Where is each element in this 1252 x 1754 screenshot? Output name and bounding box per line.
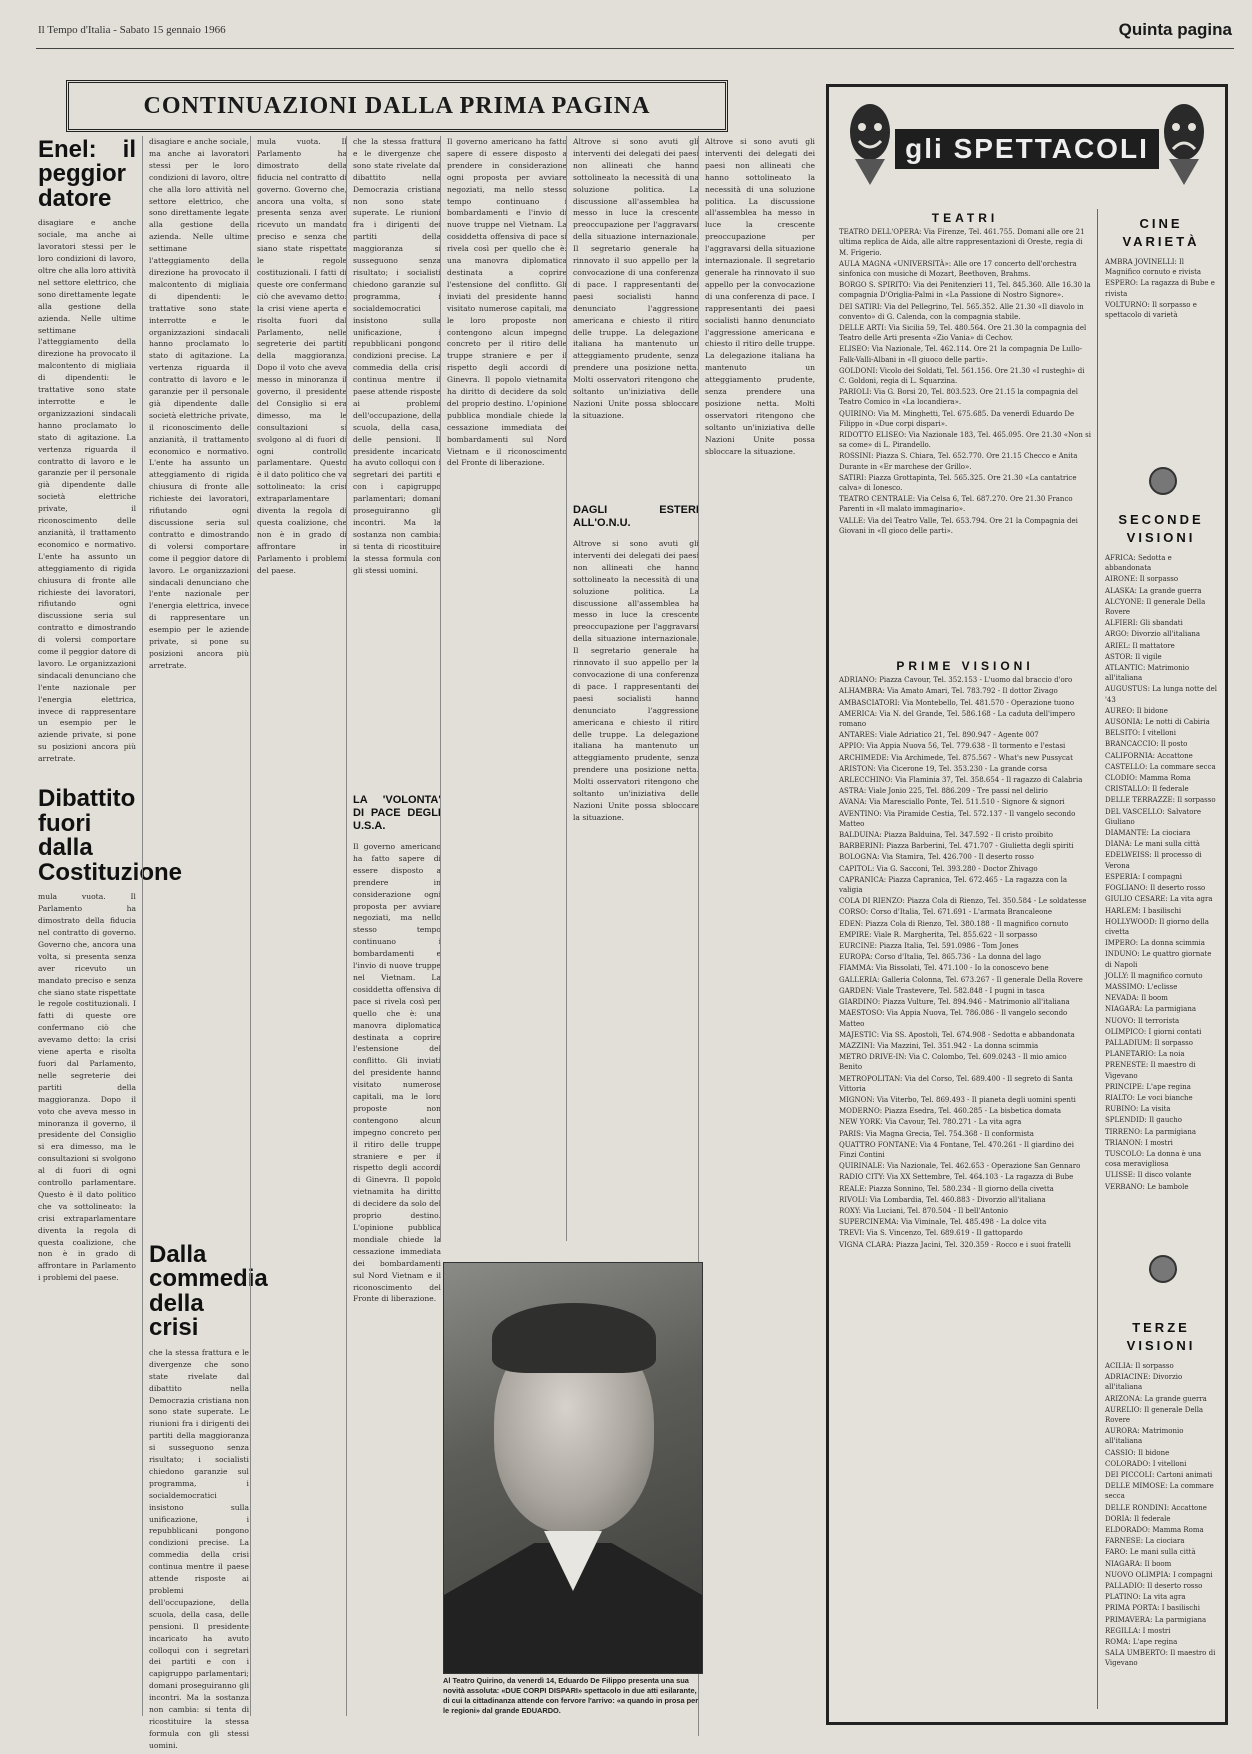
list-item: ALHAMBRA: Via Amato Amari, Tel. 783.792 - Il dottor Zivago xyxy=(839,687,1058,696)
list-item: MODERNO: Piazza Esedra, Tel. 460.285 - La bisbetica domata xyxy=(839,1107,1062,1116)
list-item: ATLANTIC: Matrimonio all'italiana xyxy=(1105,664,1190,683)
list-item: ARGO: Divorzio all'italiana xyxy=(1105,630,1201,639)
list-item: ACILIA: Il sorpasso xyxy=(1105,1362,1174,1370)
list-item: EMPIRE: Viale R. Margherita, Tel. 855.622 - Il sorpasso xyxy=(839,930,1038,939)
list-item: EDEN: Piazza Cola di Rienzo, Tel. 380.188 - Il magnifico cornuto xyxy=(839,919,1069,928)
list-item: ARLECCHINO: Via Flaminia 37, Tel. 358.654 - Il ragazzo di Calabria xyxy=(839,776,1083,785)
cine-varieta-heading: CINE VARIETÀ xyxy=(1122,216,1200,249)
seconde-visioni-heading: SECONDE VISIONI xyxy=(1118,512,1204,545)
headline-enel: Enel: il peggior datore xyxy=(38,136,136,212)
article-volonta-continued: Il governo americano ha fatto sapere di essere disposto a prendere in considerazione ogni proposta per avviare negoziati, ma nello stesso tempo continuano i bombardamenti e l'invio di nuove truppe nel Vietnam. La cosiddetta offensiva di pace si rivela così per quello che è: una manovra diplomatica destinata a coprire l'estensione del conflitto. Gli inviati del presidente hanno visitato numerose capitali, ma le loro proposte non contengono alcun impegno concreto per il ritiro delle truppe straniere e per il rispetto degli accordi di Ginevra. Il popolo vietnamita ha diritto di decidere da solo del proprio destino. L'opinione pubblica mondiale chiede la cessazione immediata dei bombardamenti sul Nord Vietnam e il riconoscimento del Fronte di liberazione. xyxy=(447,137,567,468)
tragedy-mask-icon xyxy=(1159,97,1209,187)
list-item: MIGNON: Via Viterbo, Tel. 869.493 - Il pianeta degli uomini spenti xyxy=(839,1095,1076,1104)
list-item: EUROPA: Corso d'Italia, Tel. 865.736 - La donna del lago xyxy=(839,953,1042,962)
list-item: NEVADA: Il boom xyxy=(1105,994,1168,1003)
header-rule xyxy=(36,48,1234,49)
list-item: AVANA: Via Maresciallo Ponte, Tel. 511.510 - Signore & signori xyxy=(839,798,1065,807)
list-item: CASSIO: Il bidone xyxy=(1105,1448,1170,1457)
list-item: RUBINO: La visita xyxy=(1105,1105,1171,1114)
list-item: AVENTINO: Via Piramide Cestia, Tel. 572.137 - Il vangelo secondo Matteo xyxy=(839,809,1076,828)
list-item: RIVOLI: Via Lombardia, Tel. 460.883 - Divorzio all'italiana xyxy=(839,1195,1046,1204)
list-item: DELLE TERRAZZE: Il sorpasso xyxy=(1105,796,1216,805)
list-item: IMPERO: La donna scimmia xyxy=(1105,939,1205,948)
headline-commedia: Dalla commedia della crisi xyxy=(149,1241,268,1342)
list-item: AMBRA JOVINELLI: Il Magnifico cornuto e rivista xyxy=(1105,258,1202,277)
list-item: AFRICA: Sedotta e abbandonata xyxy=(1105,554,1172,573)
article-commedia-continued: che la stessa frattura e le divergenze che sono state rivelate dal dibattito nella Democrazia cristiana non sono state superate. Le riunioni fra i dirigenti dei partiti della maggioranza si susseguono senza risultato; i socialisti chiedono garanzie sul programma, i socialdemocratici insistono sulla unificazione, i repubblicani pongono condizioni precise. La commedia della crisi continua mentre il paese attende risposte ai problemi dell'occupazione, della scuola, della casa, delle pensioni. Il presidente incaricato ha avuto colloqui con i segretari dei partiti e con i capigruppo parlamentari; domani proseguiranno gli incontri. Ma la sostanza non cambia: si tenta di ricostituire la stessa formula con gli stessi uomini. xyxy=(353,137,441,575)
list-item: REALE: Piazza Sonnino, Tel. 580.234 - Il giorno della civetta xyxy=(839,1184,1054,1193)
list-item: PRIMAVERA: La parmigiana xyxy=(1105,1615,1207,1624)
list-item: BORGO S. SPIRITO: Via dei Penitenzieri 11, Tel. 845.360. Alle 16.30 la compagnia D'Origlia-Palmi in «La Passione di Nostro Signore». xyxy=(839,281,1091,300)
prime-visioni-section xyxy=(839,661,1091,1711)
list-item: APPIO: Via Appia Nuova 56, Tel. 779.638 - Il tormento e l'estasi xyxy=(839,742,1066,751)
list-item: ROXY: Via Luciani, Tel. 870.504 - Il bell'Antonio xyxy=(839,1206,1008,1215)
list-item: PARIOLI: Via G. Borsi 20, Tel. 803.523. Ore 21.15 la compagnia del Teatro Comico in «La locandiera». xyxy=(839,388,1078,407)
list-item: COLORADO: I vitelloni xyxy=(1105,1459,1187,1468)
list-item: DELLE MIMOSE: La commare secca xyxy=(1105,1482,1214,1501)
list-item: GALLERIA: Galleria Colonna, Tel. 673.267 - Il generale Della Rovere xyxy=(839,975,1083,984)
list-item: VIGNA CLARA: Piazza Jacini, Tel. 320.359 - Rocco e i suoi fratelli xyxy=(839,1240,1071,1249)
list-item: DELLE RONDINI: Accattone xyxy=(1105,1503,1207,1512)
list-item: NUOVO: Il terrorista xyxy=(1105,1016,1180,1025)
list-item: ULISSE: Il disco volante xyxy=(1105,1171,1192,1180)
list-item: QUIRINO: Via M. Minghetti, Tel. 675.685. Da venerdì Eduardo De Filippo in «Due corpi dispari». xyxy=(839,409,1075,428)
list-item: ROMA: L'ape regina xyxy=(1105,1638,1178,1647)
list-item: AULA MAGNA «UNIVERSITÀ»: Alle ore 17 concerto dell'orchestra sinfonica con musiche di Mozart, Beethoven, Brahms. xyxy=(839,259,1077,279)
list-item: INDUNO: Le quattro giornate di Napoli xyxy=(1105,950,1212,969)
list-item: ESPERO: La ragazza di Bube e rivista xyxy=(1105,279,1215,298)
list-item: AUGUSTUS: La lunga notte del '43 xyxy=(1105,685,1217,704)
seconde-visioni-section xyxy=(1105,511,1217,1291)
article-dibattito-body: mula vuota. Il Parlamento ha dimostrato della fiducia nel contratto di governo. Governo che, ancora una volta, si presenta senza aver ricevuto un mandato preciso e senza che siano state rispettate le regole costituzionali. I fatti di queste ore confermano ciò che avevamo detto: la crisi viene aperta e risolta fuori dal Parlamento, nelle segreterie dei partiti della maggioranza. Dopo il voto che aveva messo in minoranza il governo, il presidente del Consiglio si era dimesso, ma le consultazioni si svolgono al di fuori di ogni controllo parlamentare. Questo è il dato politico che va sottolineato: la crisi extraparlamentare diventa la regola di questa coalizione, che non è in grado di affrontare in Parlamento i problemi del paese. xyxy=(38,892,136,1283)
list-item: TEATRO CENTRALE: Via Celsa 6, Tel. 687.270. Ore 21.30 Franco Parenti in «Il malato immaginario». xyxy=(839,495,1073,514)
list-item: AMERICA: Via N. del Grande, Tel. 586.168 - La caduta dell'impero romano xyxy=(839,709,1075,729)
list-item: RIDOTTO ELISEO: Via Nazionale 183, Tel. 465.095. Ore 21.30 «Non si sa come» di L. Pirandello. xyxy=(839,431,1091,450)
list-item: PRENESTE: Il maestro di Vigevano xyxy=(1105,1061,1196,1080)
list-item: PLANETARIO: La noia xyxy=(1105,1050,1185,1059)
list-item: GIARDINO: Piazza Vulture, Tel. 894.946 - Matrimonio all'italiana xyxy=(839,998,1070,1007)
list-item: DIANA: Le mani sulla città xyxy=(1105,840,1200,849)
cinema-emblem-icon xyxy=(1149,467,1177,495)
article-commedia-body: che la stessa frattura e le divergenze che sono state rivelate dal dibattito nella Democrazia cristiana non sono state superate. Le riunioni fra i dirigenti dei partiti della maggioranza si susseguono senza risultato; i socialisti chiedono garanzie sul programma, i socialdemocratici insistono sulla unificazione, i repubblicani pongono condizioni precise. La commedia della crisi continua mentre il paese attende risposte ai problemi dell'occupazione, della scuola, della casa, delle pensioni. Il presidente incaricato ha avuto colloqui con i segretari dei partiti e con i capigruppo parlamentari; domani proseguiranno gli incontri. Ma la sostanza non cambia: si tenta di ricostituire la stessa formula con gli stessi uomini. xyxy=(149,1347,249,1750)
terze-visioni-heading: TERZE VISIONI xyxy=(1126,1320,1196,1353)
list-item: GOLDONI: Vicolo dei Soldati, Tel. 561.156. Ore 21.30 «I rusteghi» di C. Goldoni, regia di L. Squarzina. xyxy=(839,366,1085,386)
column-7 xyxy=(698,136,815,1736)
article-dibattito-continued: mula vuota. Il Parlamento ha dimostrato della fiducia nel contratto di governo. Governo che, ancora una volta, si presenta senza aver ricevuto un mandato preciso e senza che siano state rispettate le regole costituzionali. I fatti di queste ore confermano ciò che avevamo detto: la crisi viene aperta e risolta fuori dal Parlamento, nelle segreterie dei partiti della maggioranza. Dopo il voto che aveva messo in minoranza il governo, il presidente del Consiglio si era dimesso, ma le consultazioni si svolgono al di fuori di ogni controllo parlamentare. Questo è il dato politico che va sottolineato: la crisi extraparlamentare diventa la regola di questa coalizione, che non è in grado di affrontare in Parlamento i problemi del paese. xyxy=(257,137,347,575)
list-item: DEI PICCOLI: Cartoni animati xyxy=(1105,1471,1213,1480)
list-item: MAJESTIC: Via SS. Apostoli, Tel. 674.908 - Sedotta e abbandonata xyxy=(839,1030,1075,1039)
column-6 xyxy=(566,136,699,1241)
list-item: JOLLY: Il magnifico cornuto xyxy=(1105,971,1203,980)
terze-visioni-section xyxy=(1105,1319,1217,1715)
list-item: NUOVO OLIMPIA: I compagni xyxy=(1105,1570,1213,1579)
list-item: ARIZONA: La grande guerra xyxy=(1105,1394,1207,1403)
list-item: DELLE ARTI: Via Sicilia 59, Tel. 480.564. Ore 21.30 la compagnia del Teatro delle Arti presenta «Zio Vania» di Cechov. xyxy=(839,324,1087,343)
section-banner: CONTINUAZIONI DALLA PRIMA PAGINA xyxy=(66,80,728,132)
list-item: PLATINO: La vita agra xyxy=(1105,1593,1186,1602)
list-item: FOGLIANO: Il deserto rosso xyxy=(1105,884,1206,893)
list-item: EDELWEISS: Il processo di Verona xyxy=(1105,851,1202,870)
list-item: VERBANO: Le bambole xyxy=(1105,1182,1189,1191)
list-item: RADIO CITY: Via XX Settembre, Tel. 464.103 - La ragazza di Bube xyxy=(839,1173,1074,1182)
list-item: ADRIANO: Piazza Cavour, Tel. 352.153 - L'uomo dal braccio d'oro xyxy=(839,676,1073,685)
column-5 xyxy=(440,136,567,1241)
list-item: ROSSINI: Piazza S. Chiara, Tel. 652.770. Ore 21.15 Checco e Anita Durante in «Er marchese der Grillo». xyxy=(839,452,1078,471)
photo-caption: Al Teatro Quirino, da venerdì 14, Eduardo De Filippo presenta una sua novità assoluta: «DUE CORPI DISPARI» spettacolo in due atti esilarante, di cui la cittadinanza attende con fervore l'arrivo: «a quando in prosa per le regioni» dal grande EDUARDO. xyxy=(443,1676,699,1715)
list-item: PRINCIPE: L'ape regina xyxy=(1105,1082,1191,1091)
list-item: GIULIO CESARE: La vita agra xyxy=(1105,895,1213,904)
article-enel-body: disagiare e anche sociale, ma anche ai lavoratori stessi per le loro condizioni di lavoro, oltre che alla loro attività nel settore elettrico, che sono direttamente legate alla gestione della azienda. Nelle ultime settimane l'atteggiamento della direzione ha provocato il malcontento di migliaia di dipendenti: le trattative sono state interrotte e le organizzazioni sindacali hanno proclamato lo stato di agitazione. La vertenza riguarda il contratto di lavoro e le garanzie per il personale già dipendente dalle società elettriche private, il riconoscimento delle anzianità, il trattamento economico e normativo. L'ente ha assunto un atteggiamento di rigida chiusura di fronte alle richieste dei lavoratori, rifiutando ogni discussione seria sul contratto e dimostrando di volersi comportare come il peggior datore di lavoro. Le organizzazioni sindacali denunciano che l'ente nazionale per l'energia elettrica, invece di rappresentare un esempio per le aziende private, si pone su posizioni ancora più arretrate. xyxy=(38,218,136,764)
list-item: FARNESE: La ciociara xyxy=(1105,1537,1185,1546)
cinema-emblem-icon xyxy=(1149,1255,1177,1283)
list-item: REGILLA: I mostri xyxy=(1105,1626,1171,1635)
list-item: TREVI: Via S. Vincenzo, Tel. 689.619 - Il gattopardo xyxy=(839,1229,1023,1238)
list-item: FARO: Le mani sulla città xyxy=(1105,1548,1196,1557)
teatri-section xyxy=(839,213,1091,653)
list-item: TUSCOLO: La donna è una cosa meravigliosa xyxy=(1105,1149,1202,1169)
list-item: ARIEL: Il mattatore xyxy=(1105,641,1175,650)
list-item: HARLEM: I basilischi xyxy=(1105,906,1182,915)
list-item: CASTELLO: La commare secca xyxy=(1105,762,1216,771)
article-onu-lead: Altrove si sono avuti gli interventi dei delegati dei paesi non allineati che hanno sottolineato la necessità di una soluzione politica. La discussione all'assemblea ha messo in luce la crescente preoccupazione per l'aggravarsi della situazione internazionale. Il segretario generale ha rinnovato il suo appello per la convocazione di una conferenza di pace. I rappresentanti dei paesi socialisti hanno denunciato l'aggressione americana e chiesto il ritiro delle truppe. La delegazione italiana ha mantenuto un atteggiamento prudente, senza prendere una posizione netta. Molti osservatori ritengono che soltanto un'iniziativa delle Nazioni Unite possa sbloccare la situazione. xyxy=(573,137,699,420)
article-onu-continued: Altrove si sono avuti gli interventi dei delegati dei paesi non allineati che hanno sottolineato la necessità di una soluzione politica. La discussione all'assemblea ha messo in luce la crescente preoccupazione per l'aggravarsi della situazione internazionale. Il segretario generale ha rinnovato il suo appello per la convocazione di una conferenza di pace. I rappresentanti dei paesi socialisti hanno denunciato l'aggressione americana e chiesto il ritiro delle truppe. La delegazione italiana ha mantenuto un atteggiamento prudente, senza prendere una posizione netta. Molti osservatori ritengono che soltanto un'iniziativa delle Nazioni Unite possa sbloccare la situazione. xyxy=(705,137,815,456)
list-item: NIAGARA: La parmigiana xyxy=(1105,1005,1196,1014)
list-item: AUREO: Il bidone xyxy=(1105,706,1168,715)
list-item: QUATTRO FONTANE: Via 4 Fontane, Tel. 470.261 - Il giardino dei Finzi Contini xyxy=(839,1140,1074,1159)
list-item: ESPERIA: I compagni xyxy=(1105,872,1183,881)
list-item: DEI SATIRI: Via del Pellegrino, Tel. 565.352. Alle 21.30 «Il diavolo in convento» di G. Calenda, con la compagnia stabile. xyxy=(839,302,1084,321)
list-item: ALFIERI: Gli sbandati xyxy=(1105,619,1183,628)
article-onu-body: Altrove si sono avuti gli interventi dei delegati dei paesi non allineati che hanno sottolineato la necessità di una soluzione politica. La discussione all'assemblea ha messo in luce la crescente preoccupazione per l'aggravarsi della situazione internazionale. Il segretario generale ha rinnovato il suo appello per la convocazione di una conferenza di pace. I rappresentanti dei paesi socialisti hanno denunciato l'aggressione americana e chiesto il ritiro delle truppe. La delegazione italiana ha mantenuto un atteggiamento prudente, senza prendere una posizione netta. Molti osservatori ritengono che soltanto un'iniziativa delle Nazioni Unite possa sbloccare la situazione. xyxy=(573,539,699,822)
list-item: PALLADIUM: Il sorpasso xyxy=(1105,1038,1193,1047)
list-item: SATIRI: Piazza Grottapinta, Tel. 565.325. Ore 21.30 «La cantatrice calva» di Ionesco. xyxy=(839,473,1077,493)
list-item: FIAMMA: Via Bissolati, Tel. 471.100 - Io la conoscevo bene xyxy=(839,964,1049,973)
list-item: MAESTOSO: Via Appia Nuova, Tel. 786.086 - Il vangelo secondo Matteo xyxy=(839,1009,1068,1028)
list-item: NEW YORK: Via Cavour, Tel. 780.271 - La vita agra xyxy=(839,1118,1022,1127)
list-item: ALCYONE: Il generale Della Rovere xyxy=(1105,597,1206,617)
article-enel-continued: disagiare e anche sociale, ma anche ai lavoratori stessi per le loro condizioni di lavoro, oltre che alla loro attività nel settore elettrico, che sono direttamente legate alla gestione della azienda. Nelle ultime settimane l'atteggiamento della direzione ha provocato il malcontento di migliaia di dipendenti: le trattative sono state interrotte e le organizzazioni sindacali hanno proclamato lo stato di agitazione. La vertenza riguarda il contratto di lavoro e le garanzie per il personale già dipendente dalle società elettriche private, il riconoscimento delle anzianità, il trattamento economico e normativo. L'ente ha assunto un atteggiamento di rigida chiusura di fronte alle richieste dei lavoratori, rifiutando ogni discussione seria sul contratto e dimostrando di volersi comportare come il peggior datore di lavoro. Le organizzazioni sindacali denunciano che l'ente nazionale per l'energia elettrica, invece di rappresentare un esempio per le aziende private, si pone su posizioni ancora più arretrate. xyxy=(149,137,249,670)
list-item: DORIA: Il federale xyxy=(1105,1514,1171,1523)
list-item: TRIANON: I mostri xyxy=(1105,1138,1173,1147)
column-1 xyxy=(38,136,182,1716)
list-item: AURORA: Matrimonio all'italiana xyxy=(1105,1427,1184,1446)
list-item: BRANCACCIO: Il posto xyxy=(1105,740,1188,749)
list-item: METRO DRIVE-IN: Via C. Colombo, Tel. 609.0243 - Il mio amico Benito xyxy=(839,1053,1067,1072)
list-item: PALLADIO: Il deserto rosso xyxy=(1105,1582,1203,1591)
list-item: CLODIO: Mamma Roma xyxy=(1105,774,1191,783)
list-item: ALASKA: La grande guerra xyxy=(1105,586,1202,595)
list-item: CALIFORNIA: Accattone xyxy=(1105,751,1193,760)
list-item: BALDUINA: Piazza Balduina, Tel. 347.592 - Il cristo proibito xyxy=(839,831,1054,840)
list-item: ELDORADO: Mamma Roma xyxy=(1105,1526,1204,1535)
list-item: QUIRINALE: Via Nazionale, Tel. 462.653 - Operazione San Gennaro xyxy=(839,1162,1081,1171)
list-item: BOLOGNA: Via Stamira, Tel. 426.700 - Il deserto rosso xyxy=(839,853,1034,862)
teatri-heading: TEATRI xyxy=(931,211,999,225)
list-item: TIRRENO: La parmigiana xyxy=(1105,1127,1197,1136)
list-item: BARBERINI: Piazza Barberini, Tel. 471.707 - Giulietta degli spiriti xyxy=(839,842,1074,851)
list-item: CAPRANICA: Piazza Capranica, Tel. 672.465 - La ragazza con la valigia xyxy=(839,875,1068,895)
list-item: EURCINE: Piazza Italia, Tel. 591.0986 - Tom Jones xyxy=(839,942,1019,951)
list-item: HOLLYWOOD: Il giorno della civetta xyxy=(1105,917,1209,936)
list-item: VOLTURNO: Il sorpasso e spettacolo di varietà xyxy=(1105,300,1197,320)
article-volonta-body: Il governo americano ha fatto sapere di essere disposto a prendere in considerazione ogni proposta per avviare negoziati, ma nello stesso tempo continuano i bombardamenti e l'invio di nuove truppe nel Vietnam. La cosiddetta offensiva di pace si rivela così per quello che è: una manovra diplomatica destinata a coprire l'estensione del conflitto. Gli inviati del presidente hanno visitato numerose capitali, ma le loro proposte non contengono alcun impegno concreto per il ritiro delle truppe straniere e per il rispetto degli accordi di Ginevra. Il popolo vietnamita ha diritto di decidere da solo del proprio destino. L'opinione pubblica mondiale chiede la cessazione immediata dei bombardamenti sul Nord Vietnam e il riconoscimento del Fronte di liberazione. xyxy=(353,842,441,1304)
list-item: ADRIACINE: Divorzio all'italiana xyxy=(1105,1373,1183,1392)
list-item: VALLE: Via del Teatro Valle, Tel. 653.794. Ore 21 la Compagnia dei Giovani in «Il gioco delle parti». xyxy=(839,516,1078,535)
spettacoli-title: gli SPETTACOLI xyxy=(895,129,1159,169)
list-item: CORSO: Corso d'Italia, Tel. 671.691 - L'armata Brancaleone xyxy=(839,908,1053,917)
list-item: NIAGARA: Il boom xyxy=(1105,1559,1172,1568)
running-head: Il Tempo d'Italia - Sabato 15 gennaio 1966 xyxy=(38,24,226,36)
comedy-mask-icon xyxy=(845,97,895,187)
list-item: BELSITO: I vitelloni xyxy=(1105,729,1177,738)
list-item: ARISTON: Via Cicerone 19, Tel. 353.230 - La grande corsa xyxy=(839,764,1048,773)
list-item: AMBASCIATORI: Via Montebello, Tel. 481.570 - Operazione tuono xyxy=(839,698,1075,707)
list-item: ELISEO: Via Nazionale, Tel. 462.114. Ore 21 la compagnia De Lullo-Falk-Valli-Albani in «Il giuoco delle parti». xyxy=(839,345,1083,364)
spettacoli-box xyxy=(826,84,1228,1725)
list-item: SALA UMBERTO: Il maestro di Vigevano xyxy=(1105,1649,1216,1668)
list-item: DIAMANTE: La ciociara xyxy=(1105,829,1191,838)
column-3 xyxy=(250,136,347,1716)
headline-onu: DAGLI ESTERI ALL'O.N.U. xyxy=(573,504,699,529)
list-item: AURELIO: Il generale Della Rovere xyxy=(1105,1405,1204,1425)
list-item: DEL VASCELLO: Salvatore Giuliano xyxy=(1105,807,1201,826)
list-item: TEATRO DELL'OPERA: Via Firenze, Tel. 461.755. Domani alle ore 21 ultima replica de Aida, alle altre rappresentazioni di Oreste, regia di M. Frigerio. xyxy=(839,228,1085,257)
headline-dibattito: Dibattito fuori dalla Costituzione xyxy=(38,785,182,886)
list-item: CRISTALLO: Il federale xyxy=(1105,785,1189,794)
list-item: AUSONIA: Le notti di Cabiria xyxy=(1105,718,1210,727)
list-item: PRIMA PORTA: I basilischi xyxy=(1105,1604,1200,1613)
column-2 xyxy=(142,136,268,1750)
list-item: OLIMPICO: I giorni contati xyxy=(1105,1027,1202,1036)
list-item: METROPOLITAN: Via del Corso, Tel. 689.400 - Il segreto di Santa Vittoria xyxy=(839,1074,1073,1093)
list-item: SPLENDID: Il gaucho xyxy=(1105,1116,1182,1125)
page-name: Quinta pagina xyxy=(1118,20,1232,39)
list-item: MASSIMO: L'eclisse xyxy=(1105,982,1178,991)
column-4 xyxy=(346,136,441,1716)
list-item: PARIS: Via Magna Grecia, Tel. 754.368 - Il conformista xyxy=(839,1129,1034,1138)
list-item: ARCHIMEDE: Via Archimede, Tel. 875.567 - What's new Pussycat xyxy=(839,753,1073,762)
portrait-hair xyxy=(492,1303,656,1373)
column-divider xyxy=(1097,209,1098,1709)
prime-visioni-heading: PRIME VISIONI xyxy=(896,659,1034,673)
list-item: COLA DI RIENZO: Piazza Cola di Rienzo, Tel. 350.584 - Le soldatesse xyxy=(839,897,1087,906)
list-item: ASTOR: Il vigile xyxy=(1105,652,1162,661)
headline-volonta: LA 'VOLONTA' DI PACE DEGLI U.S.A. xyxy=(353,794,441,832)
list-item: MAZZINI: Via Mazzini, Tel. 351.942 - La donna scimmia xyxy=(839,1041,1039,1050)
list-item: AIRONE: Il sorpasso xyxy=(1105,575,1179,584)
list-item: CAPITOL: Via G. Sacconi, Tel. 393.280 - Doctor Zhivago xyxy=(839,864,1038,873)
spettacoli-header xyxy=(829,87,1225,207)
list-item: ANTARES: Viale Adriatico 21, Tel. 890.947 - Agente 007 xyxy=(839,731,1039,740)
list-item: RIALTO: Le voci bianche xyxy=(1105,1093,1193,1102)
list-item: GARDEN: Viale Trastevere, Tel. 582.848 - I pugni in tasca xyxy=(839,986,1045,995)
cine-varieta-section xyxy=(1105,215,1217,455)
list-item: SUPERCINEMA: Via Viminale, Tel. 485.498 - La dolce vita xyxy=(839,1218,1047,1227)
list-item: ASTRA: Viale Jonio 225, Tel. 886.209 - Tre passi nel delirio xyxy=(839,787,1048,796)
eduardo-photo xyxy=(443,1262,703,1674)
